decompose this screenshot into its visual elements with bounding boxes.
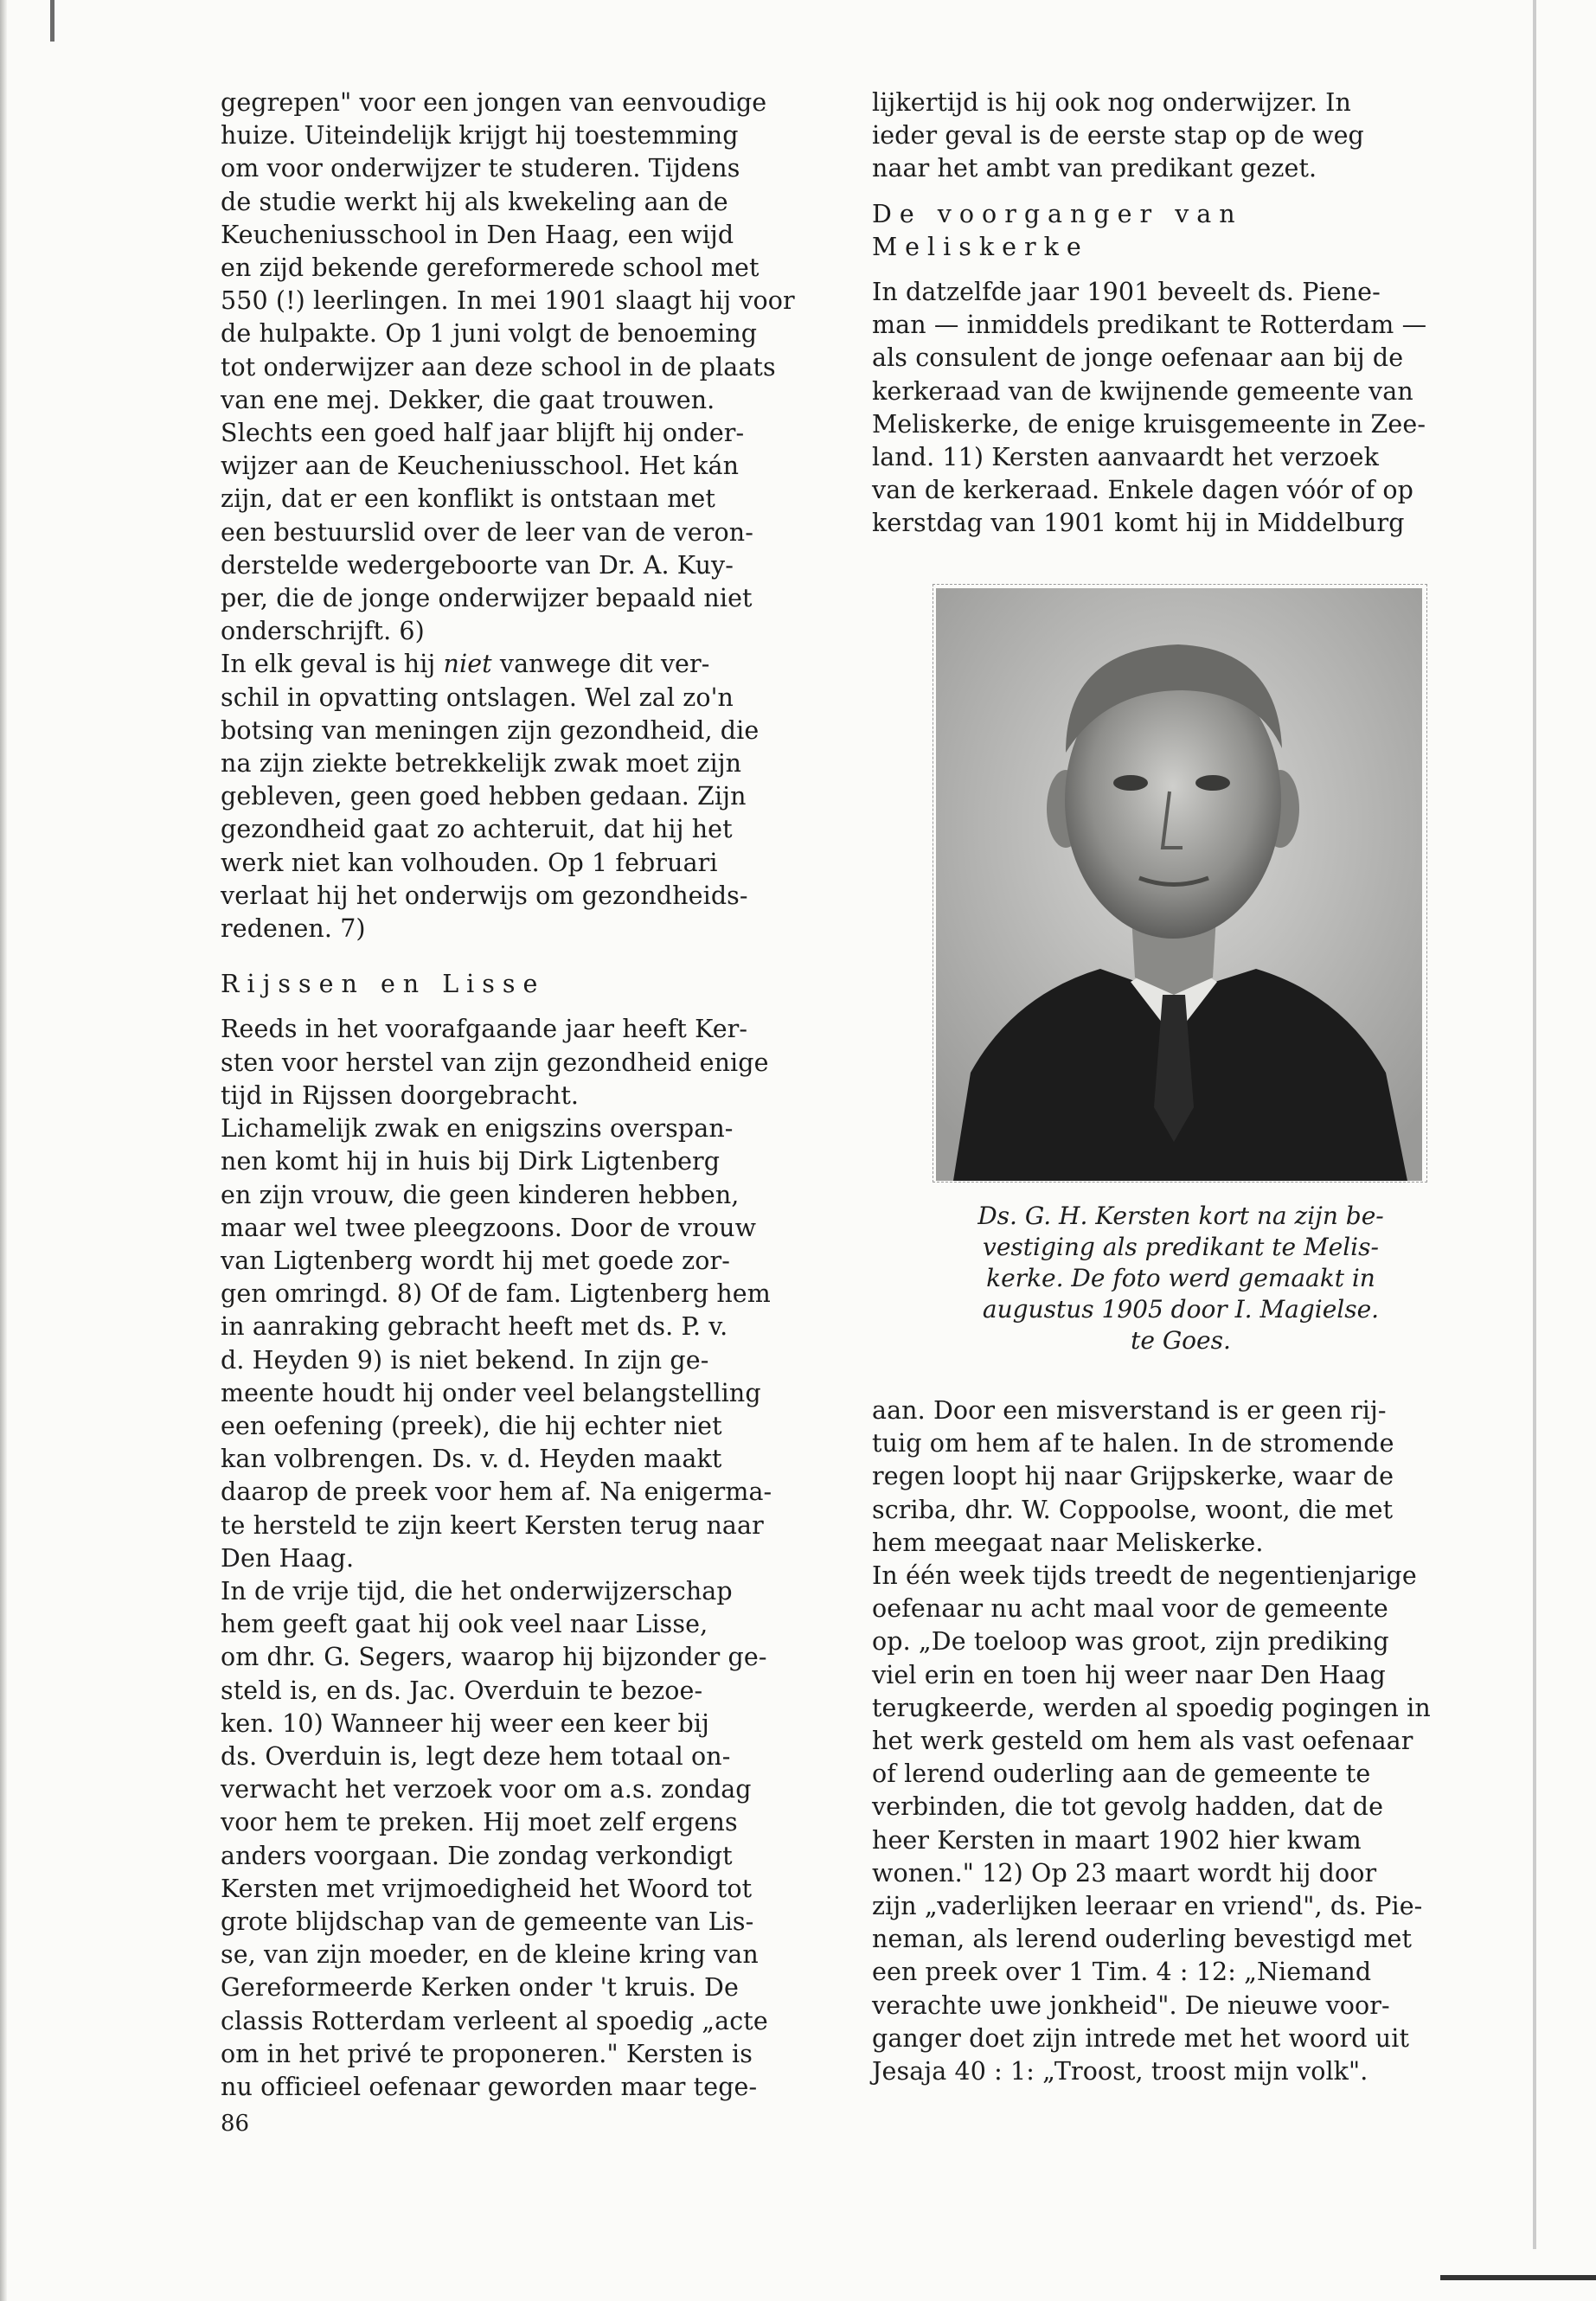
text-line: in aanraking gebracht heeft met ds. P. v. bbox=[221, 1312, 728, 1342]
left-paragraph-3 bbox=[221, 1013, 830, 2104]
text-line: na zijn ziekte betrekkelijk zwak moet zijn bbox=[221, 749, 742, 779]
text-line: lijkertijd is hij ook nog onderwijzer. In bbox=[872, 88, 1351, 117]
text-line: sten voor herstel van zijn gezondheid enige bbox=[221, 1048, 769, 1077]
text-line: verbinden, die tot gevolg hadden, dat de bbox=[872, 1792, 1384, 1822]
text-line: In één week tijds treedt de negentienjarige bbox=[872, 1561, 1417, 1591]
text-line: op. „De toeloop was groot, zijn prediking bbox=[872, 1627, 1389, 1657]
text-line: van de kerkeraad. Enkele dagen vóór of op bbox=[872, 476, 1414, 505]
text-line: Ds. G. H. Kersten kort na zijn be- bbox=[977, 1202, 1384, 1230]
right-paragraph-1 bbox=[872, 87, 1477, 186]
text-line: onderschrijft. 6) bbox=[221, 617, 425, 646]
text-line: daarop de preek voor hem af. Na enigerma- bbox=[221, 1477, 772, 1507]
text-line: regen loopt hij naar Grijpskerke, waar de bbox=[872, 1462, 1394, 1491]
text-line: zijn, dat er een konflikt is ontstaan met bbox=[221, 484, 715, 514]
portrait-photo bbox=[936, 588, 1422, 1181]
photo-caption bbox=[904, 1201, 1458, 1356]
text-line: aan. Door een misverstand is er geen rij- bbox=[872, 1396, 1387, 1425]
text-line: verlaat hij het onderwijs om gezondheids- bbox=[221, 881, 748, 910]
text-line: gegrepen" voor een jongen van eenvoudige bbox=[221, 88, 767, 117]
text-line: het werk gesteld om hem als vast oefenaar bbox=[872, 1727, 1413, 1756]
text-line: te Goes. bbox=[1131, 1326, 1231, 1355]
text-line: wonen." 12) Op 23 maart wordt hij door bbox=[872, 1858, 1377, 1888]
scan-mark-right bbox=[1533, 0, 1536, 2249]
text-line: classis Rotterdam verleent al spoedig „acte bbox=[221, 2006, 768, 2035]
section-heading-meliskerke: Meliskerke bbox=[872, 232, 1089, 261]
text-line: om voor onderwijzer te studeren. Tijdens bbox=[221, 154, 740, 183]
text-line: Keucheniusschool in Den Haag, een wijd bbox=[221, 220, 734, 249]
text-line: In datzelfde jaar 1901 beveelt ds. Piene- bbox=[872, 278, 1381, 307]
text-line: man — inmiddels predikant te Rotterdam — bbox=[872, 311, 1427, 340]
text-line: anders voorgaan. Die zondag verkondigt bbox=[221, 1841, 733, 1870]
text-line: schil in opvatting ontslagen. Wel zal zo'n bbox=[221, 683, 734, 712]
text-line: Slechts een goed half jaar blijft hij onder- bbox=[221, 419, 745, 448]
text-line: vestiging als predikant te Melis- bbox=[983, 1233, 1379, 1261]
text-line: van Ligtenberg wordt hij met goede zor- bbox=[221, 1246, 730, 1275]
text-line: om in het privé te proponeren." Kersten is bbox=[221, 2039, 753, 2068]
text-line: kerstdag van 1901 komt hij in Middelburg bbox=[872, 509, 1405, 538]
text-line: hem meegaat naar Meliskerke. bbox=[872, 1528, 1264, 1557]
text-line: per, die de jonge onderwijzer bepaald niet bbox=[221, 584, 753, 613]
text-line: kerke. De foto werd gemaakt in bbox=[986, 1264, 1375, 1292]
text-line: Gereformeerde Kerken onder 't kruis. De bbox=[221, 1973, 739, 2003]
text-line: Jesaja 40 : 1: „Troost, troost mijn volk". bbox=[872, 2057, 1368, 2086]
text-line: Meliskerke, de enige kruisgemeente in Zee- bbox=[872, 409, 1426, 439]
section-heading-voorganger: De voorganger van bbox=[872, 199, 1243, 228]
scan-edge bbox=[0, 0, 7, 2301]
section-heading-rijssen-lisse: Rijssen en Lisse bbox=[221, 970, 546, 999]
text-line: neman, als lerend ouderling bevestigd met bbox=[872, 1925, 1413, 1954]
text-line: tijd in Rijssen doorgebracht. bbox=[221, 1080, 580, 1110]
text-line: verwacht het verzoek voor om a.s. zondag bbox=[221, 1775, 752, 1804]
text-line: wijzer aan de Keucheniusschool. Het kán bbox=[221, 452, 740, 481]
text-line: om dhr. G. Segers, waarop hij bijzonder ge- bbox=[221, 1643, 767, 1672]
text-line: 550 (!) leerlingen. In mei 1901 slaagt hij voor bbox=[221, 286, 795, 316]
text-line: scriba, dhr. W. Coppoolse, woont, die met bbox=[872, 1495, 1394, 1524]
text-line: of lerend ouderling aan de gemeente te bbox=[872, 1759, 1371, 1789]
text-line: werk niet kan volhouden. Op 1 februari bbox=[221, 848, 718, 877]
text-line: een bestuurslid over de leer van de veron- bbox=[221, 517, 753, 547]
text-line: meente houdt hij onder veel belangstelling bbox=[221, 1378, 761, 1407]
text-line: grote blijdschap van de gemeente van Lis- bbox=[221, 1907, 754, 1936]
text-line: ieder geval is de eerste stap op de weg bbox=[872, 121, 1364, 151]
text-line: botsing van meningen zijn gezondheid, die bbox=[221, 715, 760, 745]
text-line: van ene mej. Dekker, die gaat trouwen. bbox=[221, 385, 715, 414]
text-line: viel erin en toen hij weer naar Den Haag bbox=[872, 1660, 1386, 1689]
text-line: In elk geval is hij niet vanwege dit ver- bbox=[221, 650, 710, 679]
text-line: Kersten met vrijmoedigheid het Woord tot bbox=[221, 1874, 753, 1903]
right-paragraph-3 bbox=[872, 1394, 1477, 2088]
right-paragraph-2 bbox=[872, 276, 1477, 541]
text-line: se, van zijn moeder, en de kleine kring van bbox=[221, 1940, 759, 1970]
text-line: nen komt hij in huis bij Dirk Ligtenberg bbox=[221, 1147, 721, 1176]
text-line: nu officieel oefenaar geworden maar tege- bbox=[221, 2072, 758, 2101]
text-line: te hersteld te zijn keert Kersten terug naar bbox=[221, 1510, 764, 1540]
text-line: en zijn vrouw, die geen kinderen hebben, bbox=[221, 1180, 740, 1209]
text-line: Reeds in het voorafgaande jaar heeft Ker- bbox=[221, 1015, 748, 1044]
right-column-top bbox=[872, 87, 1477, 541]
text-line: hem geeft gaat hij ook veel naar Lisse, bbox=[221, 1610, 708, 1639]
text-line: verachte uwe jonkheid". De nieuwe voor- bbox=[872, 1990, 1390, 2020]
text-line: ganger doet zijn intrede met het woord uit bbox=[872, 2023, 1410, 2053]
text-line: gebleven, geen goed hebben gedaan. Zijn bbox=[221, 782, 747, 811]
text-line: en zijd bekende gereformerede school met bbox=[221, 253, 760, 283]
text-line: augustus 1905 door I. Magielse. bbox=[982, 1295, 1380, 1324]
text-line: tot onderwijzer aan deze school in de plaats bbox=[221, 352, 776, 381]
left-column bbox=[221, 87, 830, 2104]
text-line: een oefening (preek), die hij echter niet bbox=[221, 1411, 722, 1440]
text-line: land. 11) Kersten aanvaardt het verzoek bbox=[872, 443, 1379, 472]
text-line: zijn „vaderlijken leeraar en vriend", ds. Pie- bbox=[872, 1892, 1423, 1921]
scan-mark-bottom bbox=[1440, 2275, 1596, 2280]
text-line: huize. Uiteindelijk krijgt hij toestemming bbox=[221, 121, 739, 151]
text-line: ds. Overduin is, legt deze hem totaal on- bbox=[221, 1741, 731, 1771]
text-line: gen omringd. 8) Of de fam. Ligtenberg hem bbox=[221, 1279, 771, 1309]
text-line: Lichamelijk zwak en enigszins overspan- bbox=[221, 1114, 734, 1144]
text-line: tuig om hem af te halen. In de stromende bbox=[872, 1429, 1394, 1458]
text-line: kerkeraad van de kwijnende gemeente van bbox=[872, 376, 1413, 406]
text-line: steld is, en ds. Jac. Overduin te bezoe- bbox=[221, 1676, 703, 1705]
text-line: Den Haag. bbox=[221, 1543, 355, 1573]
text-line: redenen. 7) bbox=[221, 914, 366, 944]
right-column-bottom bbox=[872, 1394, 1477, 2088]
text-line: heer Kersten in maart 1902 hier kwam bbox=[872, 1825, 1362, 1855]
left-paragraph-1 bbox=[221, 87, 830, 648]
text-line: een preek over 1 Tim. 4 : 12: „Niemand bbox=[872, 1958, 1372, 1987]
text-line: voor hem te preken. Hij moet zelf ergens bbox=[221, 1808, 738, 1837]
text-line: maar wel twee pleegzoons. Door de vrouw bbox=[221, 1213, 757, 1242]
text-line: terugkeerde, werden al spoedig pogingen in bbox=[872, 1693, 1431, 1722]
text-line: In de vrije tijd, die het onderwijzerschap bbox=[221, 1576, 733, 1606]
text-line: kan volbrengen. Ds. v. d. Heyden maakt bbox=[221, 1445, 722, 1474]
text-line: naar het ambt van predikant gezet. bbox=[872, 154, 1317, 183]
text-line: de studie werkt hij als kwekeling aan de bbox=[221, 187, 728, 216]
text-line: d. Heyden 9) is niet bekend. In zijn ge- bbox=[221, 1345, 709, 1375]
text-line: ken. 10) Wanneer hij weer een keer bij bbox=[221, 1708, 709, 1738]
text-line: de hulpakte. Op 1 juni volgt de benoeming bbox=[221, 319, 758, 349]
left-paragraph-2 bbox=[221, 682, 830, 946]
text-line: derstelde wedergeboorte van Dr. A. Kuy- bbox=[221, 550, 734, 580]
text-line: gezondheid gaat zo achteruit, dat hij het bbox=[221, 815, 733, 844]
scan-mark-top bbox=[50, 0, 54, 42]
page-number: 86 bbox=[221, 2111, 250, 2137]
text-line: als consulent de jonge oefenaar aan bij de bbox=[872, 343, 1404, 373]
text-line: oefenaar nu acht maal voor de gemeente bbox=[872, 1594, 1388, 1624]
